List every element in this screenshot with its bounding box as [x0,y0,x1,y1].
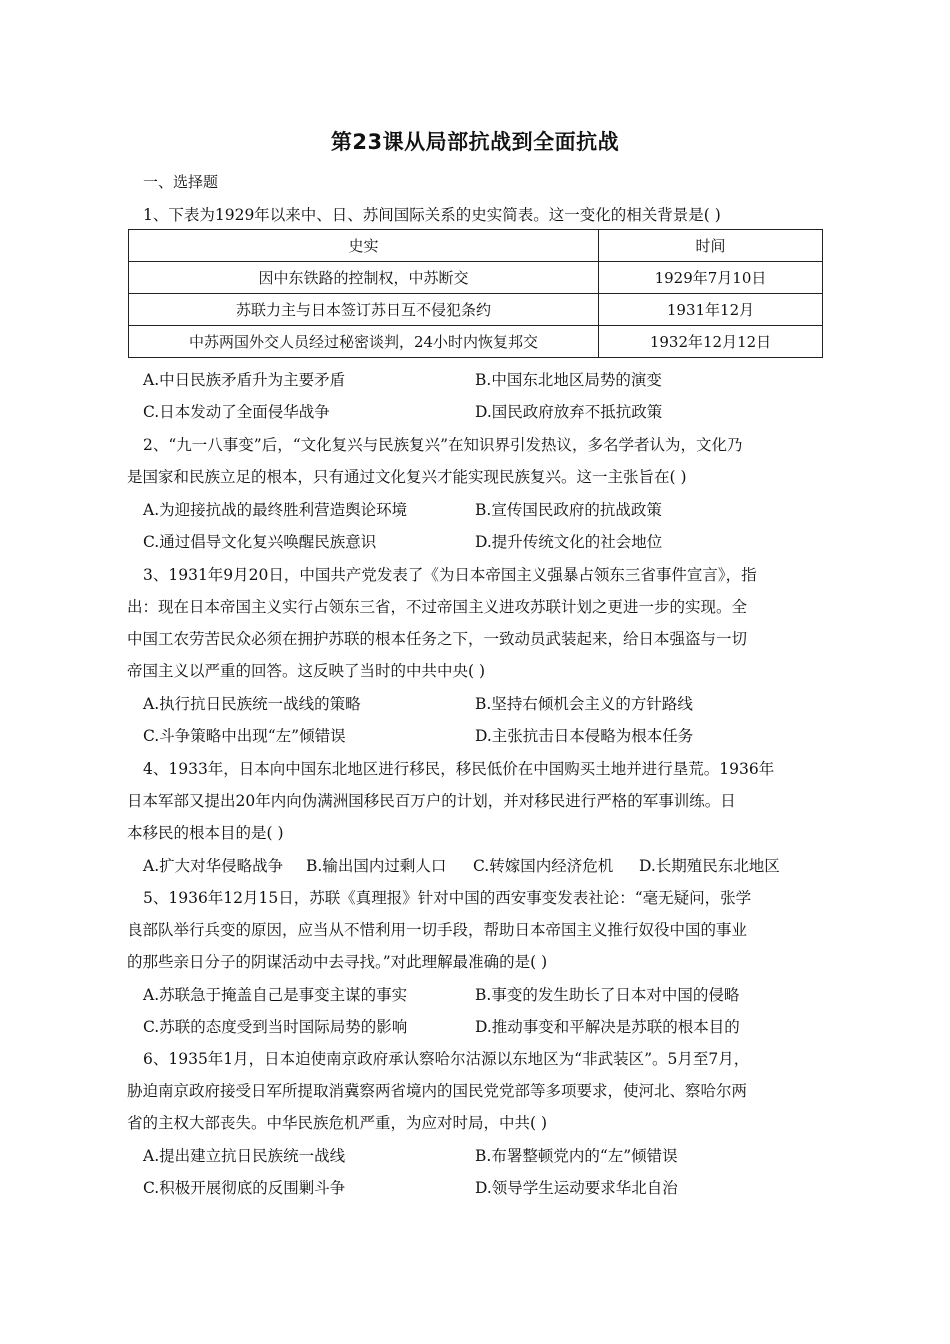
option-a: A.执行抗日民族统一战线的策略 [143,695,361,713]
page-title: 第23课从局部抗战到全面抗战 [330,130,620,154]
option-b: B.宣传国民政府的抗战政策 [475,501,662,519]
question-3-line: 出：现在日本帝国主义实行占领东三省，不过帝国主义进攻苏联计划之更进一步的实现。全 [127,598,748,616]
option-c: C.转嫁国内经济危机 [473,857,614,875]
question-6-line: 省的主权大部丧失。中华民族危机严重，为应对时局，中共( ) [127,1114,548,1132]
table-row [129,326,823,358]
table-header-row [129,230,823,262]
option-d: D.国民政府放弃不抵抗政策 [475,403,663,421]
table-row [129,262,823,294]
option-d: D.提升传统文化的社会地位 [475,533,663,551]
table-cell: 1929年7月10日 [599,262,823,294]
table-header-cell: 史实 [129,230,599,262]
table-cell: 苏联力主与日本签订苏日互不侵犯条约 [129,294,599,326]
question-2-line: 是国家和民族立足的根本，只有通过文化复兴才能实现民族复兴。这一主张旨在( ) [127,468,687,486]
option-d: D.长期殖民东北地区 [639,857,780,875]
option-a: A.扩大对华侵略战争 [143,857,284,875]
option-b: B.输出国内过剩人口 [306,857,447,875]
table-cell: 1932年12月12日 [599,326,823,358]
question-5-line: 5、1936年12月15日，苏联《真理报》针对中国的西安事变发表社论：“毫无疑问，张学 [143,889,752,907]
option-b: B.中国东北地区局势的演变 [475,371,662,389]
option-c: C.斗争策略中出现“左”倾错误 [143,727,346,745]
question-6-line: 胁迫南京政府接受日军所提取消冀察两省境内的国民党党部等多项要求，使河北、察哈尔两 [127,1082,748,1100]
table-cell: 1931年12月 [599,294,823,326]
option-a: A.中日民族矛盾升为主要矛盾 [143,371,346,389]
question-5-line: 的那些亲日分子的阴谋活动中去寻找。”对此理解最准确的是( ) [127,953,548,971]
option-b: B.布署整顿党内的“左”倾错误 [475,1147,678,1165]
option-c: C.积极开展彻底的反围剿斗争 [143,1179,346,1197]
option-d: D.主张抗击日本侵略为根本任务 [475,727,694,745]
section-heading: 一、选择题 [143,173,219,191]
option-d: D.领导学生运动要求华北自治 [475,1179,678,1197]
option-a: A.提出建立抗日民族统一战线 [143,1147,346,1165]
option-b: B.事变的发生助长了日本对中国的侵略 [475,986,740,1004]
table-row [129,294,823,326]
question-2-line: 2、“九一八事变”后，“文化复兴与民族复兴”在知识界引发热议，多名学者认为，文化乃 [143,436,743,454]
question-3-line: 中国工农劳苦民众必须在拥护苏联的根本任务之下，一致动员武装起来，给日本强盗与一切 [127,630,748,648]
question-3-line: 帝国主义以严重的回答。这反映了当时的中共中央( ) [127,662,486,680]
option-a: A.苏联急于掩盖自己是事变主谋的事实 [143,986,408,1004]
table-header-cell: 时间 [599,230,823,262]
question-4-line: 日本军部又提出20年内向伪满洲国移民百万户的计划，并对移民进行严格的军事训练。日 [127,792,736,810]
question-3-line: 3、1931年9月20日，中国共产党发表了《为日本帝国主义强暴占领东三省事件宣言》，指 [143,566,757,584]
option-c: C.苏联的态度受到当时国际局势的影响 [143,1018,408,1036]
table-cell: 因中东铁路的控制权，中苏断交 [129,262,599,294]
option-b: B.坚持右倾机会主义的方针路线 [475,695,693,713]
facts-table [128,229,823,358]
question-5-line: 良部队举行兵变的原因，应当从不惜利用一切手段，帮助日本帝国主义推行奴役中国的事业 [127,921,748,939]
question-6-line: 6、1935年1月，日本迫使南京政府承认察哈尔沽源以东地区为“非武装区”。5月至7月， [143,1050,750,1068]
option-c: C.通过倡导文化复兴唤醒民族意识 [143,533,377,551]
option-a: A.为迎接抗战的最终胜利营造舆论环境 [143,501,408,519]
option-d: D.推动事变和平解决是苏联的根本目的 [475,1018,740,1036]
question-4-line: 4、1933年，日本向中国东北地区进行移民，移民低价在中国购买土地并进行垦荒。1936年 [143,760,775,778]
table-cell: 中苏两国外交人员经过秘密谈判，24小时内恢复邦交 [129,326,599,358]
question-1-stem: 1、下表为1929年以来中、日、苏间国际关系的史实简表。这一变化的相关背景是( ) [143,206,721,224]
question-4-line: 本移民的根本目的是( ) [127,824,284,842]
option-c: C.日本发动了全面侵华战争 [143,403,330,421]
